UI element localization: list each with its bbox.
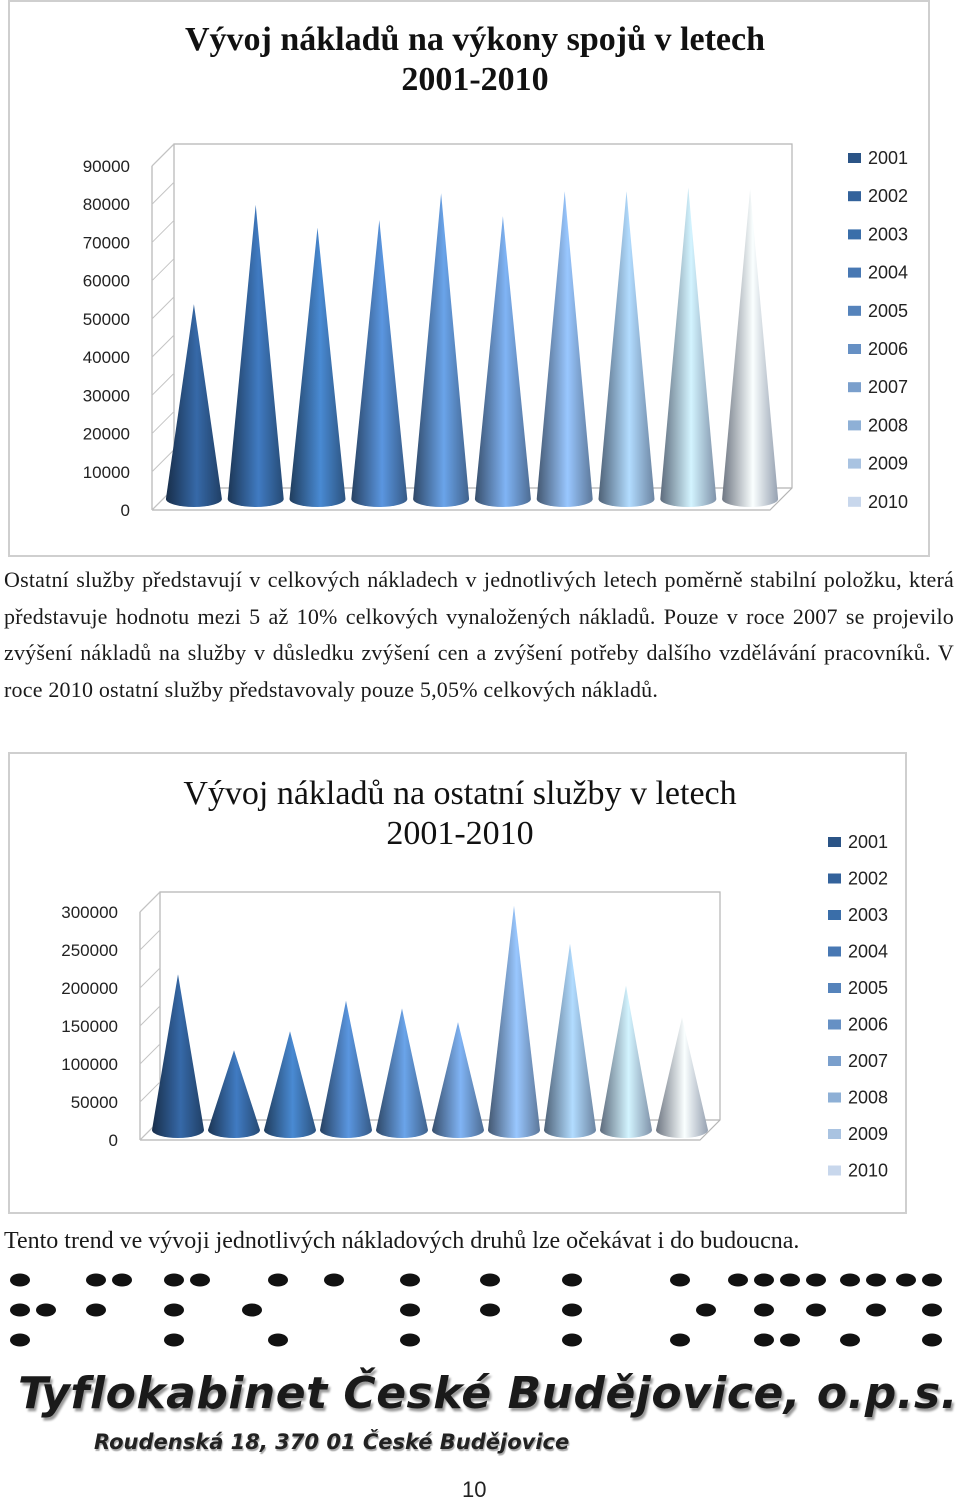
legend-label: 2001 <box>848 832 889 852</box>
legend-label: 2003 <box>848 905 889 925</box>
y-tick-label: 20000 <box>82 424 130 444</box>
legend-swatch <box>848 191 861 201</box>
braille-dot <box>10 1274 30 1287</box>
cone-bar-2008 <box>599 191 655 507</box>
chart-title-line1: Vývoj nákladů na výkony spojů v letech <box>184 21 765 58</box>
cone-bar-2006 <box>432 1022 484 1138</box>
braille-dot <box>164 1274 184 1287</box>
chart-title-line1: Vývoj nákladů na ostatní služby v letech <box>183 775 737 812</box>
legend-label: 2009 <box>848 1124 889 1144</box>
braille-dot <box>480 1304 500 1317</box>
cone-bar-2003 <box>290 228 346 507</box>
legend-label: 2003 <box>868 224 909 245</box>
braille-dot <box>480 1274 500 1287</box>
braille-dot <box>164 1304 184 1317</box>
braille-dot <box>840 1274 860 1287</box>
chart-plot <box>10 2 928 555</box>
page-number: 10 <box>462 1477 487 1502</box>
braille-dot <box>268 1274 288 1287</box>
braille-dot <box>400 1304 420 1317</box>
braille-dot <box>242 1304 262 1317</box>
tick-line <box>140 930 160 950</box>
legend-swatch <box>828 837 841 847</box>
closing-paragraph: Tento trend ve vývoji jednotlivých nákladových druhů lze očekávat i do budoucna. <box>4 1228 800 1254</box>
legend-label: 2004 <box>868 262 909 283</box>
y-tick-label: 0 <box>120 501 130 520</box>
chart-ostatni-sluzby <box>8 752 907 1214</box>
legend-label: 2004 <box>848 941 889 962</box>
legend-swatch <box>828 947 841 957</box>
braille-dot <box>896 1274 916 1287</box>
braille-dot <box>670 1334 690 1347</box>
cone-bar-2009 <box>660 187 716 507</box>
legend-swatch <box>848 229 861 239</box>
cone-bar-2007 <box>537 191 593 507</box>
cone-bar-2010 <box>722 189 778 507</box>
legend-swatch <box>848 153 861 163</box>
cone-bar-2004 <box>351 220 407 507</box>
organization-address: Roudenská 18, 370 01 České Budějovice <box>94 1430 570 1454</box>
legend-label: 2008 <box>848 1087 889 1108</box>
braille-dot <box>562 1304 582 1317</box>
cone-bar-2004 <box>320 1001 372 1138</box>
legend-label: 2010 <box>848 1160 889 1181</box>
y-tick-label: 50000 <box>82 309 130 329</box>
cone-bar-2006 <box>475 216 531 507</box>
legend-label: 2001 <box>868 148 909 168</box>
legend-label: 2010 <box>868 491 909 512</box>
braille-dot <box>866 1304 886 1317</box>
tick-line <box>152 297 174 319</box>
legend-label: 2008 <box>868 415 909 436</box>
legend-label: 2009 <box>868 453 909 474</box>
chart-title-line2: 2001-2010 <box>386 815 534 852</box>
legend-label: 2007 <box>848 1051 889 1071</box>
braille-dot <box>10 1334 30 1347</box>
legend-swatch <box>828 1020 841 1030</box>
braille-dot <box>400 1334 420 1347</box>
braille-dot <box>324 1274 344 1287</box>
cone-bar-2005 <box>376 1008 428 1138</box>
legend-swatch <box>828 1093 841 1103</box>
legend-swatch <box>848 420 861 430</box>
braille-dot <box>670 1274 690 1287</box>
organization-logo: Tyflokabinet České Budějovice, o.p.s. <box>18 1368 958 1419</box>
cone-bar-2005 <box>413 193 469 507</box>
cone-bar-2007 <box>488 906 540 1138</box>
y-tick-label: 50000 <box>70 1093 118 1112</box>
braille-dot <box>86 1304 106 1317</box>
braille-dot <box>806 1304 826 1317</box>
legend-label: 2002 <box>868 186 909 207</box>
cone-bar-2002 <box>228 205 284 507</box>
y-tick-label: 70000 <box>82 233 130 253</box>
tick-line <box>152 373 174 395</box>
tick-line <box>140 968 160 988</box>
braille-dot <box>696 1304 716 1317</box>
chart-title-line2: 2001-2010 <box>401 61 549 98</box>
tick-line <box>152 220 174 242</box>
braille-dot <box>922 1274 942 1287</box>
legend-swatch <box>828 1056 841 1066</box>
y-tick-label: 200000 <box>61 979 118 998</box>
tick-line <box>152 259 174 281</box>
y-tick-label: 90000 <box>82 157 130 176</box>
y-tick-label: 30000 <box>82 386 130 406</box>
braille-dot <box>190 1274 210 1287</box>
braille-dot <box>806 1274 826 1287</box>
cone-bar-2003 <box>264 1031 316 1138</box>
braille-dot <box>840 1334 860 1347</box>
braille-dot <box>780 1274 800 1287</box>
legend-label: 2005 <box>868 300 909 321</box>
legend-swatch <box>828 910 841 920</box>
braille-dot <box>866 1274 886 1287</box>
braille-dot <box>562 1334 582 1347</box>
chart-plot <box>10 754 905 1212</box>
tick-line <box>140 1044 160 1064</box>
legend-swatch <box>828 983 841 993</box>
legend-swatch <box>828 874 841 884</box>
braille-dot <box>268 1334 288 1347</box>
braille-dot <box>10 1304 30 1317</box>
y-tick-label: 0 <box>108 1131 118 1150</box>
legend-label: 2005 <box>848 978 889 998</box>
legend-swatch <box>848 306 861 316</box>
legend-swatch <box>848 344 861 354</box>
legend-swatch <box>828 1166 841 1176</box>
body-paragraph: Ostatní služby představují v celkových nákladech v jednotlivých letech poměrně stabilní položku, která představuje hodnotu mezi 5 až 10% celkových vynaložených nákladů. Pouze v roce 2007 se projevilo zvýšení nákladů na služby v důsledku zvýšení cen a zvýšení potřeby dalšího vzdělávání pracovníků. V roce 2010 ostatní služby představovaly pouze 5,05% celkových nákladů. <box>4 567 954 702</box>
y-tick-label: 10000 <box>82 462 130 482</box>
braille-dot <box>86 1274 106 1287</box>
tick-line <box>152 412 174 434</box>
braille-dot <box>164 1334 184 1347</box>
cone-bar-2008 <box>544 944 596 1138</box>
braille-dot <box>922 1334 942 1347</box>
braille-dot <box>728 1274 748 1287</box>
braille-dot <box>754 1274 774 1287</box>
legend-swatch <box>848 497 861 507</box>
tick-line <box>152 335 174 357</box>
tick-line <box>152 182 174 204</box>
y-tick-label: 150000 <box>61 1017 118 1036</box>
y-tick-label: 300000 <box>61 903 118 922</box>
legend-swatch <box>848 382 861 392</box>
legend-label: 2007 <box>868 377 909 398</box>
legend-label: 2006 <box>848 1014 889 1035</box>
legend-swatch <box>848 268 861 278</box>
chart-spoje <box>8 0 930 557</box>
y-tick-label: 250000 <box>61 941 118 960</box>
braille-dot <box>780 1334 800 1347</box>
braille-dot <box>754 1334 774 1347</box>
braille-dot <box>112 1274 132 1287</box>
y-tick-label: 100000 <box>61 1055 118 1074</box>
y-tick-label: 80000 <box>82 195 130 215</box>
y-tick-label: 40000 <box>82 348 130 368</box>
cone-bar-2009 <box>600 986 652 1138</box>
cone-bar-2002 <box>208 1050 260 1138</box>
braille-dot <box>36 1304 56 1317</box>
tick-line <box>140 892 160 912</box>
legend-swatch <box>828 1129 841 1139</box>
tick-line <box>140 1082 160 1102</box>
braille-dot <box>922 1304 942 1317</box>
braille-dot <box>562 1274 582 1287</box>
tick-line <box>140 1006 160 1026</box>
legend-label: 2006 <box>868 339 909 359</box>
legend-swatch <box>848 459 861 469</box>
cone-bar-2010 <box>656 1018 708 1138</box>
legend-label: 2002 <box>848 868 889 889</box>
braille-dot <box>754 1304 774 1317</box>
braille-dot <box>400 1274 420 1287</box>
y-tick-label: 60000 <box>82 271 130 291</box>
tick-line <box>152 144 174 166</box>
